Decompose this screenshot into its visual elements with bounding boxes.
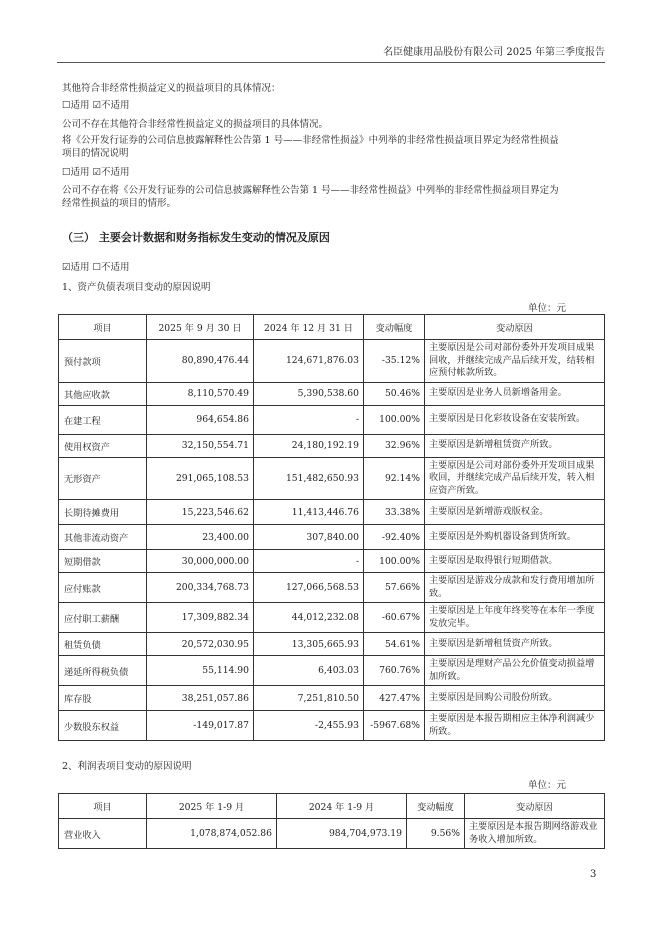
row-prior: 984,704,973.19: [277, 819, 407, 849]
income-statement-unit: 单位：元: [527, 780, 566, 791]
income-statement-table: [58, 793, 605, 849]
row-item: 库存股: [59, 686, 147, 711]
row-prior: -: [254, 550, 364, 573]
page-number: 3: [590, 869, 597, 880]
col-header-prior: 2024 年 1-9 月: [277, 794, 407, 819]
row-current: 32,150,554.71: [147, 434, 254, 457]
row-reason: 主要原因是回购公司股份所致。: [425, 686, 605, 711]
row-change: 92.14%: [364, 457, 425, 500]
row-change: 33.38%: [364, 500, 425, 525]
other-items-line3a: 将《公开发行证券的公司信息披露解释性公告第 1 号——非经常性损益》中列举的非经常性损益项目界定为经常性损益: [62, 135, 559, 146]
row-current: -149,017.87: [147, 711, 254, 741]
other-items-line3b: 项目的情况说明: [62, 148, 129, 159]
row-prior: -: [254, 405, 364, 434]
col-header-current: 2025 年 1-9 月: [147, 794, 277, 819]
row-change: -35.12%: [364, 340, 425, 383]
table-row: [59, 633, 605, 656]
other-items-line1: 其他符合非经常性损益定义的损益项目的具体情况：: [62, 83, 281, 94]
table-row: [59, 457, 605, 500]
row-item: 营业收入: [59, 819, 147, 849]
applicable-checkbox-3: ☑适用 ☐不适用: [62, 262, 130, 273]
table-row: [59, 819, 605, 849]
row-item: 其他应收款: [59, 382, 147, 405]
row-reason: 主要原因是取得银行短期借款。: [425, 550, 605, 573]
row-current: 23,400.00: [147, 525, 254, 550]
row-prior: 6,403.03: [254, 656, 364, 686]
row-change: 50.46%: [364, 382, 425, 405]
row-change: 100.00%: [364, 550, 425, 573]
col-header-current: 2025 年 9 月 30 日: [147, 315, 254, 340]
col-header-prior: 2024 年 12 月 31 日: [254, 315, 364, 340]
row-reason: 主要原因是新增游戏版权金。: [425, 500, 605, 525]
row-current: 1,078,874,052.86: [147, 819, 277, 849]
row-change: 32.96%: [364, 434, 425, 457]
other-items-line2: 公司不存在其他符合非经常性损益定义的损益项目的具体情况。: [62, 119, 329, 130]
row-current: 80,890,476.44: [147, 340, 254, 383]
row-change: 57.66%: [364, 573, 425, 603]
row-change: -5967.68%: [364, 711, 425, 741]
table-row: [59, 656, 605, 686]
table-row: [59, 573, 605, 603]
col-header-reason: 变动原因: [425, 315, 605, 340]
row-item: 短期借款: [59, 550, 147, 573]
row-current: 15,223,546.62: [147, 500, 254, 525]
table-row: [59, 525, 605, 550]
row-current: 964,654.86: [147, 405, 254, 434]
row-current: 30,000,000.00: [147, 550, 254, 573]
row-prior: 11,413,446.76: [254, 500, 364, 525]
other-items-line4a: 公司不存在将《公开发行证券的公司信息披露解释性公告第 1 号——非经常性损益》中列举的非经常性损益项目界定为: [62, 185, 559, 196]
row-change: -92.40%: [364, 525, 425, 550]
row-current: 17,309,882.34: [147, 603, 254, 633]
applicable-checkbox-1: ☐适用 ☑不适用: [62, 100, 130, 111]
row-current: 200,334,768.73: [147, 573, 254, 603]
row-prior: 13,305,665.93: [254, 633, 364, 656]
col-header-reason: 变动原因: [465, 794, 605, 819]
table-header-row: [59, 794, 605, 819]
col-header-item: 项目: [59, 794, 147, 819]
applicable-checkbox-2: ☐适用 ☑不适用: [62, 167, 130, 178]
balance-sheet-unit: 单位：元: [527, 303, 566, 314]
row-item: 使用权资产: [59, 434, 147, 457]
table-row: [59, 550, 605, 573]
row-change: 100.00%: [364, 405, 425, 434]
row-item: 递延所得税负债: [59, 656, 147, 686]
row-item: 在建工程: [59, 405, 147, 434]
other-items-line4b: 经常性损益的项目的情形。: [62, 198, 177, 209]
row-prior: 124,671,876.03: [254, 340, 364, 383]
page-header: [57, 44, 605, 63]
table-row: [59, 603, 605, 633]
row-change: 9.56%: [407, 819, 465, 849]
row-current: 38,251,057.86: [147, 686, 254, 711]
row-reason: 主要原因是日化彩妆设备在安装所致。: [425, 405, 605, 434]
row-prior: 127,066,568.53: [254, 573, 364, 603]
row-current: 8,110,570.49: [147, 382, 254, 405]
row-reason: 主要原因是外购机器设备到货所致。: [425, 525, 605, 550]
table-row: [59, 340, 605, 383]
col-header-change: 变动幅度: [364, 315, 425, 340]
income-statement-subtitle: 2、利润表项目变动的原因说明: [62, 761, 192, 772]
row-item: 租赁负债: [59, 633, 147, 656]
table-row: [59, 405, 605, 434]
row-reason: 主要原因是本报告期相应主体净利润减少所致。: [425, 711, 605, 741]
row-item: 应付职工薪酬: [59, 603, 147, 633]
row-item: 少数股东权益: [59, 711, 147, 741]
row-prior: 151,482,650.93: [254, 457, 364, 500]
table-row: [59, 382, 605, 405]
report-title: 名臣健康用品股份有限公司 2025 年第三季度报告: [383, 47, 605, 58]
row-reason: 主要原因是上年度年终奖等在本年一季度发放完毕。: [425, 603, 605, 633]
balance-sheet-table: [58, 314, 605, 741]
row-reason: 主要原因是本报告期网络游戏业务收入增加所致。: [465, 819, 605, 849]
row-change: -60.67%: [364, 603, 425, 633]
row-item: 预付款项: [59, 340, 147, 383]
row-change: 54.61%: [364, 633, 425, 656]
section-title: （三） 主要会计数据和财务指标发生变动的情况及原因: [62, 231, 330, 244]
table-row: [59, 686, 605, 711]
row-change: 427.47%: [364, 686, 425, 711]
row-item: 长期待摊费用: [59, 500, 147, 525]
row-reason: 主要原因是理财产品公允价值变动损益增加所致。: [425, 656, 605, 686]
row-reason: 主要原因是新增租赁资产所致。: [425, 434, 605, 457]
row-prior: 44,012,232.08: [254, 603, 364, 633]
row-prior: 307,840.00: [254, 525, 364, 550]
row-change: 760.76%: [364, 656, 425, 686]
row-item: 无形资产: [59, 457, 147, 500]
table-row: [59, 500, 605, 525]
table-row: [59, 711, 605, 741]
table-header-row: [59, 315, 605, 340]
row-prior: 7,251,810.50: [254, 686, 364, 711]
row-prior: -2,455.93: [254, 711, 364, 741]
row-prior: 24,180,192.19: [254, 434, 364, 457]
row-reason: 主要原因是新增租赁资产所致。: [425, 633, 605, 656]
row-item: 应付账款: [59, 573, 147, 603]
row-current: 20,572,030.95: [147, 633, 254, 656]
row-reason: 主要原因是业务人员新增备用金。: [425, 382, 605, 405]
balance-sheet-subtitle: 1、资产负债表项目变动的原因说明: [62, 282, 211, 293]
table-row: [59, 434, 605, 457]
row-reason: 主要原因是公司对部份委外开发项目成果回收，并继续完成产品后续开发，结转相应预付帐款所致。: [425, 340, 605, 383]
col-header-item: 项目: [59, 315, 147, 340]
row-reason: 主要原因是公司对部份委外开发项目成果收回，并继续完成产品后续开发，转入相应资产所致。: [425, 457, 605, 500]
col-header-change: 变动幅度: [407, 794, 465, 819]
row-reason: 主要原因是游戏分成款和发行费用增加所致。: [425, 573, 605, 603]
row-current: 55,114.90: [147, 656, 254, 686]
row-current: 291,065,108.53: [147, 457, 254, 500]
row-prior: 5,390,538.60: [254, 382, 364, 405]
row-item: 其他非流动资产: [59, 525, 147, 550]
